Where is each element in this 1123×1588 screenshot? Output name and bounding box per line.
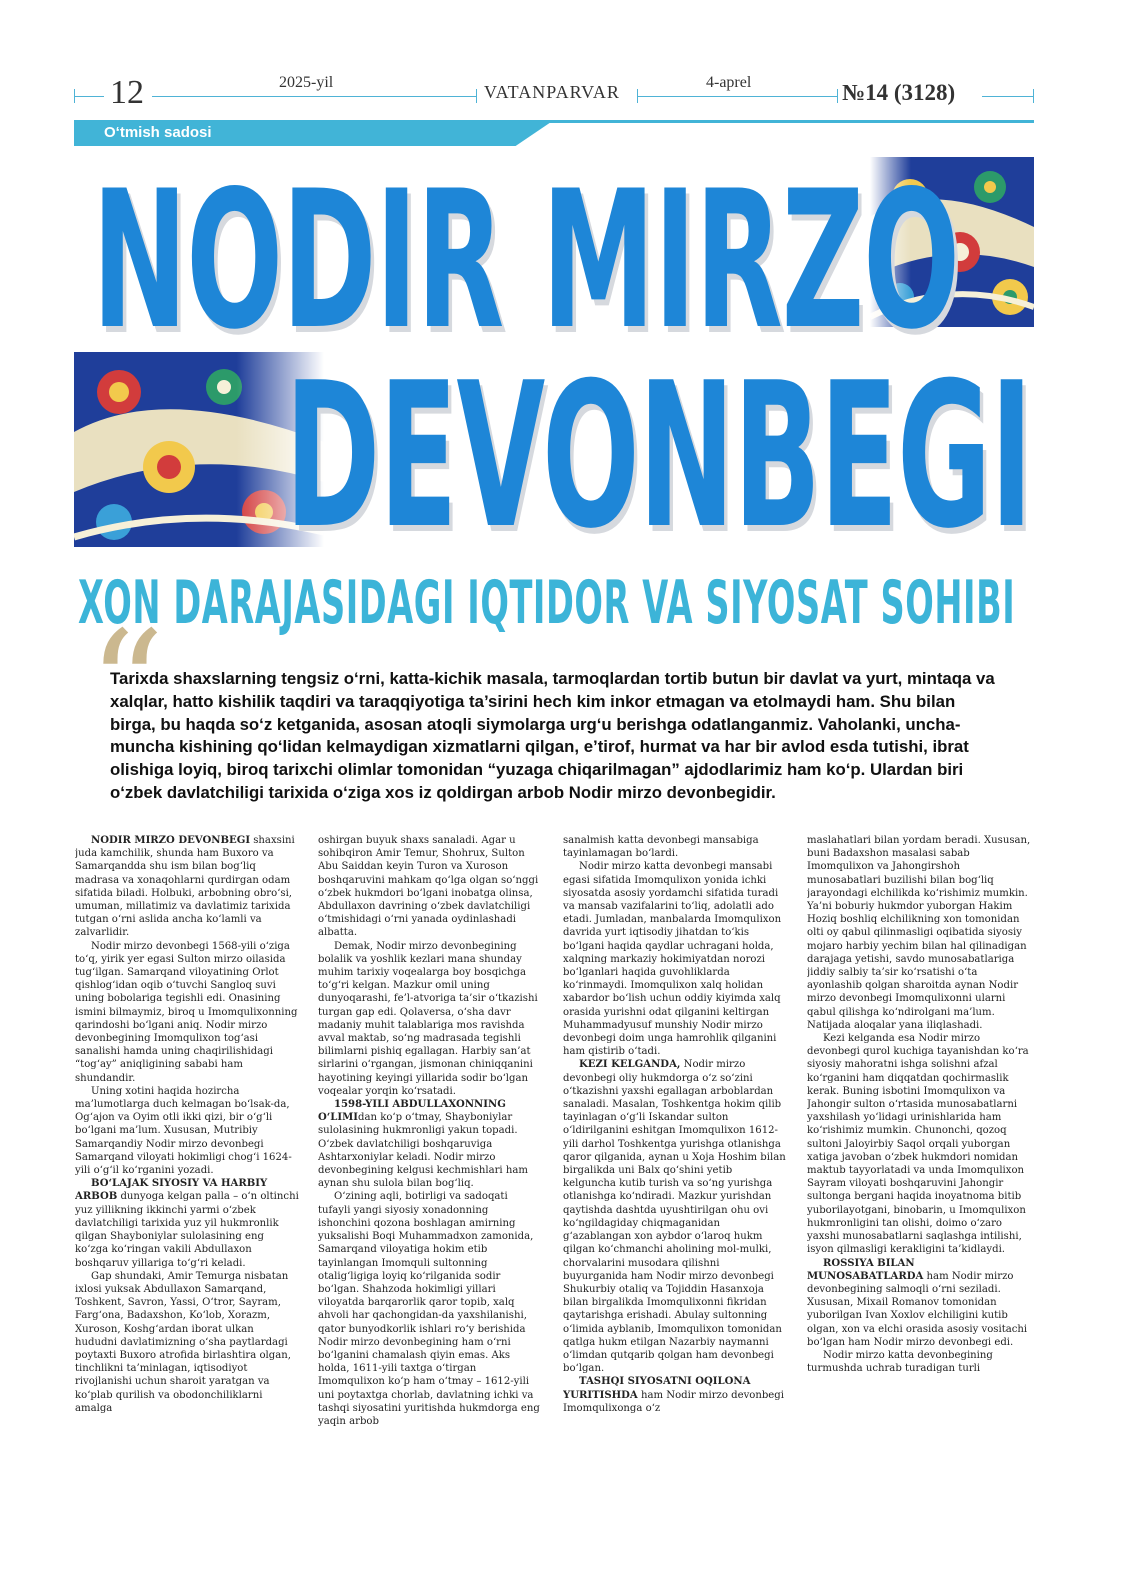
paragraph-lead-in: 1598-YILI ABDULLAXONNING O‘LIMI [318, 1099, 506, 1124]
article-column-1 [75, 834, 299, 1494]
paragraph-text: shaxsini juda kamchilik, shunda ham Buxoro va Samarqandda shu ism bilan bog‘liq madrasa va xonaqohlarni qurdirgan odam sifatida biladi. Holbuki, arbobning obro‘si, umuman, millatimiz va davlatimiz tarixida tutgan o‘rni aslida ancha ko‘lamli va zalvarlidir. [75, 835, 295, 939]
paragraph: oshirgan buyuk shaxs sanaladi. Agar u sohibqiron Amir Temur, Shohrux, Sulton Abu Saiddan keyin Turon va Xuroson boshqaruvini mahkam qo‘lga olgan so‘nggi o‘zbek hukmdori bo‘lgani inobatga olinsa, Abdullaxon davrining o‘zbek davlatchiligi o‘tmishidagi o‘rni yanada oydinlashadi albatta. [318, 835, 539, 939]
header-rule [152, 96, 477, 97]
paragraph-text: dan ko‘p o‘tmay, Shayboniylar sulolasining hukmronligi yakun topadi. O‘zbek davlatchiligi boshqaruviga Ashtarxoniylar keladi. Nodir mirzo devonbegining kelgusi kechmishlari ham aynan shu sulola bilan bog‘liq. [318, 1112, 528, 1190]
lead-paragraph: Tarixda shaxslarning tengsiz o‘rni, katta-kichik masala, tarmoqlardan tortib butun bir davlat va yurt, mintaqa va xalqlar, hatto kishilik taqdiri va taraqqiyotiga ta’sirini hech kim inkor etmagan va etolmaydi ham. Shu bilan birga, bu haqda so‘z ketganida, asosan atoqli siymolarga urg‘u berishga odatlanganmiz. Vaholanki, uncha-muncha kishining qo‘lidan kelmaydigan xizmatlarni qilgan, e’tirof, hurmat va har bir avlod esda tutishi, ibrat olishiga loyiq, biroq tarixchi olimlar tomonidan “yuzaga chiqarilmagan” ajdodlarimiz ham ko‘p. Ulardan biri o‘zbek davlatchiligi tarixida o‘ziga xos iz qoldirgan arbob Nodir mirzo devonbegidir. [110, 669, 995, 802]
paragraph: Demak, Nodir mirzo devonbegining bolalik va yoshlik kezlari mana shunday muhim tarixiy voqealarga boy bosqichga to‘g‘ri kelgan. Mazkur omil uning dunyoqarashi, fe’l-atvoriga ta’sir o‘tkazishi turgan gap edi. Qolaversa, o‘sha davr madaniy muhit talablariga mos ravishda avval maktab, so‘ng madrasada tegishli bilimlarni pishiq egallagan. Harbiy san’at sirlarini o‘rgangan, jismonan chiniqqanini hayotining keyingi yillarida sodir bo‘lgan voqealar yorqin ko‘rsatadi. [318, 940, 538, 1097]
paragraph-lead-in: ROSSIYA BILAN MUNOSABATLARDA [807, 1257, 924, 1282]
paragraph: sanalmish katta devonbegi mansabiga tayinlamagan bo‘lardi. [563, 835, 759, 860]
quote-mark-icon: “ [88, 600, 165, 774]
header-rule [74, 96, 104, 97]
paragraph-lead-in: NODIR MIRZO DEVONBEGI [91, 835, 251, 846]
newspaper-name: VATANPARVAR [484, 82, 620, 102]
section-rule [544, 120, 1034, 123]
page-number: 12 [110, 74, 144, 111]
page-header [74, 74, 1034, 111]
subheadline: XON DARAJASIDAGI IQTIDOR VA SIYOSAT SOHIBI [78, 568, 1016, 638]
article-column-4 [807, 834, 1031, 1494]
paragraph: Nodir mirzo katta devonbegining turmushda uchrab turadigan turli [807, 1349, 993, 1375]
section-bar [74, 120, 1034, 146]
header-tick [1033, 89, 1034, 103]
paragraph: O‘zining aqli, botirligi va sadoqati tufayli yangi siyosiy xonadonning ishonchini qozona boshlagan amirning yuksalishi Boqi Muhammadxon zamonida, Samarqand viloyatiga hokim etib tayinlangan Imomquli sultonning otalig‘ligiga loyiq ko‘rilganida sodir bo‘lgan. Shahzoda hokimligi yillari viloyatda barqarorlik qaror topib, xalq ahvoli har qachongidan-da yaxshilanishi, qator bunyodkorlik ishlari ro‘y berishida Nodir mirzo devonbegining ham o‘rni bo‘lganini chamalash qiyin emas. Aks holda, 1611-yili taxtga o‘tirgan Imomqulixon ko‘p ham o‘tmay – 1612-yili uni poytaxtga chorlab, davlatning ichki va tashqi siyosatini yuritishda hukmdorga eng yaqin arbob [318, 1191, 540, 1427]
header-rule [982, 96, 1034, 97]
paragraph: maslahatlari bilan yordam beradi. Xususan, buni Badaxshon masalasi sabab Imomqulixon va Jahongirshoh munosabatlari buzilishi bilan bog‘liq jarayondagi elchilikda ko‘rishimiz mumkin. Ya’ni boburiy hukmdor yuborgan Hakim Hoziq boshliq elchilikning xon tomonidan olti oy qabul qilinmasligi oqibatida siyosiy mojaro harbiy yechim bilan hal qilinadigan darajaga yetishi, savdo munosabatlariga jiddiy salbiy ta’sir ko‘rsatishi o‘ta ayonlashib qolgan sharoitda aynan Nodir mirzo devonbegi Imomqulixonni ularni qabul qilishga ko‘ndirolgani ma’lum. Natijada aloqalar yana iliqlashadi. [807, 835, 1031, 1031]
paragraph-text: Nodir mirzo devonbegi oliy hukmdorga o‘z so‘zini o‘tkazishni yaxshi egallagan arboblardan sanaladi. Masalan, Toshkentga hokim qilib tayinlagan o‘g‘li Iskandar sulton o‘ldirilganini eshitgan Imomqulixon 1612-yili darhol Toshkentga yurishga otlanishga qaror qilganida, aynan u Xoja Hoshim bilan birgalikda uni Balx qo‘shini yetib kelguncha kutib turish va so‘ng yurishga otlanishga ko‘ndiradi. Mazkur yurishdan qaytishda dashtda uyushtirilgan ohu ovi ko‘ngildagiday chiqmaganidan g‘azablangan xon aybdor o‘laroq hukm qilgan ko‘chmanchi aholining mol-mulki, chorvalarini musodara qilishni buyurganida ham Nodir mirzo devonbegi Shukurbiy otaliq va Tojiddin Hasanxoja bilan birgalikda Imomqulixonni fikridan qaytarishga erishadi. Abulay sultonning o‘limida ayblanib, Imomqulixon tomonidan qatlga hukm etilgan Nazarbiy naymanni o‘limdan qutqarib qolgan ham devonbegi bo‘lgan. [563, 1059, 786, 1375]
header-year: 2025-yil [279, 74, 334, 91]
header-tick [837, 89, 838, 103]
headline-line-1: NODIR MIRZO [92, 150, 959, 371]
paragraph-text: dunyoga kelgan palla – o‘n oltinchi yuz yillikning ikkinchi yarmi o‘zbek davlatchiligi tarixida yuz yil hukmronlik qilgan Shayboniylar sulolasining eng ko‘zga ko‘ringan vakili Abdullaxon boshqaruv yillariga to‘g‘ri keladi. [75, 1191, 299, 1269]
paragraph: Nodir mirzo devonbegi 1568-yili o‘ziga to‘q, yirik yer egasi Sulton mirzo oilasida tug‘ilgan. Samarqand viloyatining Orlot qishlog‘idan oqib o‘tuvchi Sangloq suvi uning bobolariga tegishli edi. Onasining ismini bilmaymiz, biroq u Imomqulixonning qarindoshi bo‘lgani aniq. Nodir mirzo devonbegining Imomqulixon tog‘asi sanalishi hamda uning chaqirilishidagi “tog‘ay” aniqligining sababi ham shundandir. [75, 940, 298, 1084]
paragraph-text: ham Nodir mirzo devonbegi Imomqulixonga o‘z [563, 1389, 784, 1414]
paragraph: Uning xotini haqida hozircha ma’lumotlarga duch kelmagan bo‘lsak-da, Og‘ajon va Oyim otli ikki qizi, bir o‘g‘li bo‘lgani ma’lum. Xususan, Mutribiy Samarqandiy Nodir mirzo devonbegi Samarqand viloyati hokimligi chog‘i 1624-yili o‘g‘il ko‘rganini yozadi. [75, 1085, 292, 1177]
paragraph-lead-in: KEZI KELGANDA, [579, 1059, 681, 1071]
paragraph: Gap shundaki, Amir Temurga nisbatan ixlosi yuksak Abdullaxon Samarqand, Toshkent, Savron, Yassi, O‘tror, Sayram, Farg‘ona, Badaxshon, Ko‘lob, Xorazm, Xuroson, Koshg‘ardan iborat ulkan hududni davlatimizning o‘sha paytlardagi poytaxti Buxoro atrofida birlashtira olgan, tinchlikni ta’minlagan, iqtisodiyot rivojlanishi uchun sharoit yaratgan va ko‘plab qurilish va obodonchiliklarni amalga [75, 1270, 291, 1414]
section-label: O‘tmish sadosi [104, 124, 212, 141]
header-tick [74, 89, 75, 103]
paragraph: Nodir mirzo katta devonbegi mansabi egasi sifatida Imomqulixon yonida ichki siyosatda asosiy yordamchi sifatida turadi va mansab vazifalarini to‘liq, adolatli ado etadi. Jumladan, manbalarda Imomqulixon davrida yurt iqtisodiy jihatdan to‘kis bo‘lgani haqida qaydlar uchragani holda, xalqning markaziy hokimiyatdan norozi bo‘lganlari haqida guvohliklarda ko‘rinmaydi. Imomqulixon xalq holidan xabardor bo‘lish uchun oddiy kiyimda xalq orasida yurishni odat qilganini keltirgan Muhammadyusuf munshiy Nodir mirzo devonbegi doim unga hamrohlik qilganini ham qistirib o‘tadi. [563, 861, 782, 1058]
header-rule [637, 96, 837, 97]
header-tick [476, 89, 477, 103]
paragraph-lead-in: TASHQI SIYOSATNI OQILONA YURITISHDA [563, 1376, 751, 1401]
headline-line-2: DEVONBEGI [285, 340, 1032, 573]
paragraph: Kezi kelganda esa Nodir mirzo devonbegi qurol kuchiga tayanishdan ko‘ra siyosiy mahoratni ishga solishni afzal ko‘rganini ham diqqatdan qochirmaslik kerak. Buning isbotini Imomqulixon va Jahongir sulton o‘rtasida munosabatlarni yaxshilash yo‘lidagi urinishlarida ham ko‘rishimiz mumkin. Chunonchi, qozoq sultoni Jaloyirbiy Saqol orqali yuborgan xatiga javoban o‘zbek hukmdori nomidan maktub tayyorlatadi va unda Imomqulixon Sayram viloyati boshqaruvini Jahongir sultonga bergani haqida inoyatnoma bitib yuborilayotgani, binobarin, u Imomqulixon hukmronligini tan olishi, doimo o‘zaro yaxshi munosabatlarni saqlashga intilishi, isyon qilmasligi kerakligini ta’kidlaydi. [807, 1033, 1029, 1256]
header-date: 4-aprel [706, 74, 752, 91]
article-column-2 [318, 834, 542, 1494]
paragraph-lead-in: BO‘LAJAK SIYOSIY VA HARBIY ARBOB [75, 1178, 268, 1203]
article-column-3 [563, 834, 787, 1494]
paragraph-text: ham Nodir mirzo devonbegining salmoqli o‘rni seziladi. Xususan, Mixail Romanov tomonidan yuborilgan Ivan Xoxlov elchiligini kutib olgan, xon va elchi orasida asosiy vositachi bo‘lgan ham Nodir mirzo devonbegi edi. [807, 1270, 1028, 1348]
issue-number: №14 (3128) [842, 80, 956, 105]
